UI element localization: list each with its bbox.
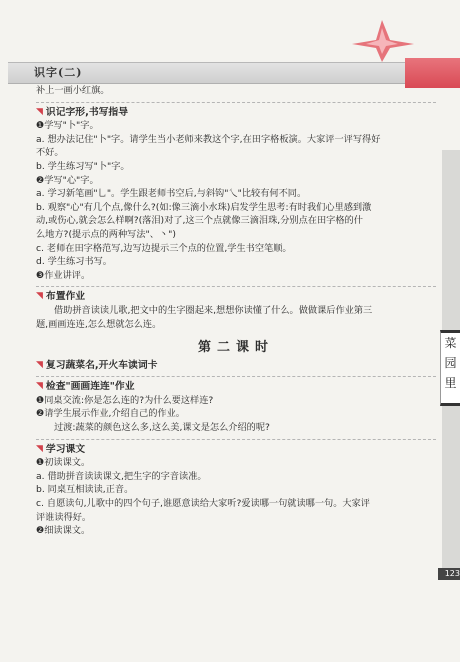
divider <box>36 286 436 287</box>
section-line: c. 自愿读句,儿歌中的四个句子,谁愿意读给大家听?爱读哪一句就读哪一句。大家评 <box>36 498 370 510</box>
section-line: 题,画画连连,怎么想就怎么连。 <box>36 318 162 330</box>
header-emblem-icon <box>350 18 420 62</box>
section-line: b. 同桌互相读读,正音。 <box>36 484 134 496</box>
section-line: ❷请学生展示作业,介绍自己的作业。 <box>36 408 185 420</box>
section-heading: ◥ 识记字形,书写指导 <box>36 106 129 118</box>
section-line: a. 学习新笔画"乚"。学生跟老师书空后,与斜钩"乀"比较有何不同。 <box>36 188 307 200</box>
section-line: d. 学生练习书写。 <box>36 256 112 268</box>
section-line: 借助拼音读读儿歌,把文中的生字圈起来,想想你读懂了什么。做做课后作业第三 <box>54 304 373 316</box>
section-line: ❸作业讲评。 <box>36 269 91 281</box>
side-tab-char: 里 <box>444 376 457 390</box>
side-tab-char: 园 <box>444 356 457 370</box>
section-marker-icon: ◥ <box>36 359 43 370</box>
section-heading: ◥ 检查"画画连连"作业 <box>36 381 135 393</box>
page-number: 123 <box>438 568 460 580</box>
section-line: 过渡:蔬菜的颜色这么多,这么美,课文是怎么介绍的呢? <box>54 422 270 434</box>
section-heading: ◥ 学习课文 <box>36 443 86 455</box>
side-tab <box>440 330 460 406</box>
divider <box>36 102 436 103</box>
section-line: ❶初读课文。 <box>36 457 91 469</box>
section-line: 不好。 <box>36 147 64 159</box>
divider <box>36 439 436 440</box>
header-title: 识字(二) <box>34 66 83 79</box>
section-line: c. 老师在田字格范写,边写边提示三个点的位置,学生书空笔顺。 <box>36 242 292 254</box>
intro-line: 补上一画小红旗。 <box>36 85 110 96</box>
section-line: 评谁读得好。 <box>36 511 92 523</box>
section-line: a. 想办法记住"卜"字。请学生当小老师来教这个字,在田字格板演。大家评一评写得好 <box>36 133 381 145</box>
section-line: b. 观察"心"有几个点,像什么?(如:像三滴小水珠)启发学生思考:有时我们心里感到激 <box>36 201 372 213</box>
section-heading: ◥ 布置作业 <box>36 291 86 303</box>
section-line: ❷学写"心"字。 <box>36 174 99 186</box>
lesson-title: 第二课时 <box>197 340 274 356</box>
section-heading: ◥ 复习蔬菜名,开火车读词卡 <box>36 359 158 371</box>
section-marker-icon: ◥ <box>36 381 43 392</box>
page-content <box>36 84 436 538</box>
section-line: 动,或伤心,就会怎么样啊?(落泪)对了,这三个点就像三滴泪珠,分别点在田字格的什 <box>36 215 363 227</box>
side-tab-char: 菜 <box>444 336 457 350</box>
section-line: ❶学写"卜"字。 <box>36 120 99 132</box>
section-line: b. 学生练习写"卜"字。 <box>36 160 130 172</box>
section-line: 么地方?(提示点的两种写法"、丶") <box>36 228 176 240</box>
section-line: a. 借助拼音读读课文,把生字的字音读准。 <box>36 470 207 482</box>
section-line: ❷细读课文。 <box>36 525 91 537</box>
section-marker-icon: ◥ <box>36 291 43 302</box>
section-line: ❶同桌交流:你是怎么连的?为什么要这样连? <box>36 394 214 406</box>
section-marker-icon: ◥ <box>36 443 43 454</box>
section-marker-icon: ◥ <box>36 106 43 117</box>
divider <box>36 376 436 377</box>
